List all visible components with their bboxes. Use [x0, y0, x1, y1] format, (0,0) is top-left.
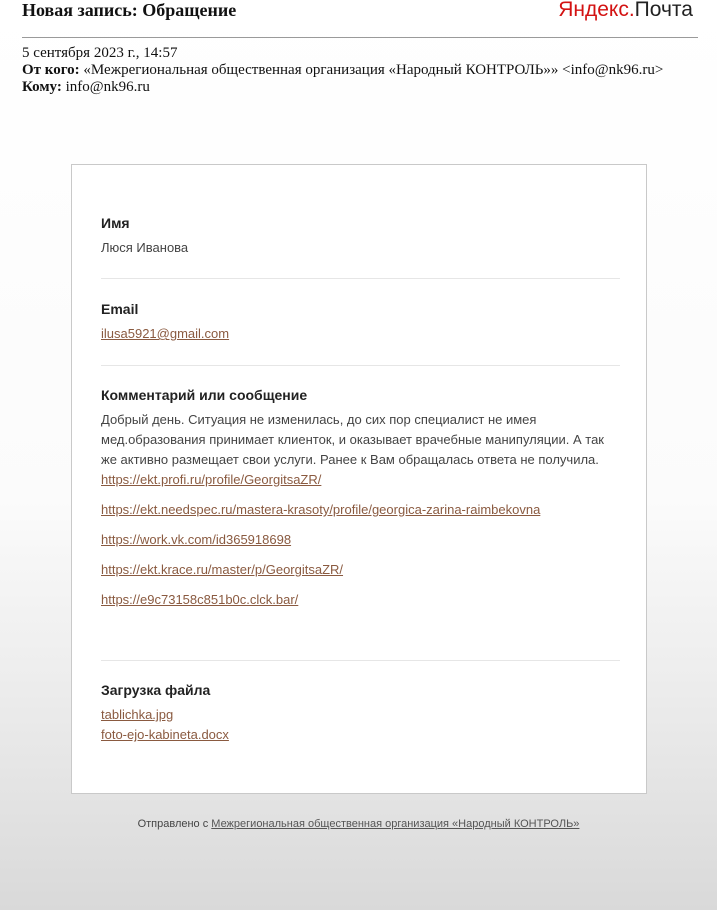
- comment-links: [101, 470, 621, 620]
- to-label: Кому:: [22, 79, 62, 95]
- footer: [0, 817, 717, 831]
- from-label: От кого:: [22, 62, 80, 78]
- to-value: info@nk96.ru: [65, 79, 150, 95]
- message-meta: [22, 45, 663, 96]
- message-to: [22, 79, 663, 96]
- comment-link[interactable]: https://ekt.krace.ru/master/p/GeorgitsaZR/: [101, 562, 344, 577]
- message-from: [22, 62, 663, 79]
- file-link[interactable]: tablichka.jpg: [101, 707, 174, 722]
- comment-label: Комментарий или сообщение: [101, 387, 308, 403]
- comment-text: Добрый день. Ситуация не изменилась, до сих пор специалист не имея мед.образования принимает клиенток, и оказывает врачебные манипуляции. А так же активно размещает свои услуги. Ранее к Вам обращалась ответа не получила.: [101, 412, 604, 467]
- divider: [101, 365, 620, 366]
- footer-org-link[interactable]: Межрегиональная общественная организация «Народный КОНТРОЛЬ»: [211, 818, 580, 830]
- comment-link[interactable]: https://ekt.profi.ru/profile/GeorgitsaZR/: [101, 472, 322, 487]
- logo-service: Почта: [634, 0, 693, 21]
- logo-brand: Яндекс: [558, 0, 629, 21]
- yandex-mail-logo[interactable]: [558, 0, 693, 22]
- email-label: Email: [101, 301, 139, 317]
- logo-dot: .: [628, 0, 635, 21]
- field-name: [101, 214, 621, 258]
- from-value: «Межрегиональная общественная организация «Народный КОНТРОЛЬ»» <info@nk96.ru>: [83, 62, 664, 78]
- field-email: [101, 300, 621, 344]
- file-link[interactable]: foto-ejo-kabineta.docx: [101, 727, 229, 742]
- comment-link[interactable]: https://work.vk.com/id365918698: [101, 532, 292, 547]
- header-divider: [22, 37, 698, 38]
- name-value: Люся Иванова: [101, 240, 189, 255]
- form-card: [71, 164, 647, 794]
- name-label: Имя: [101, 215, 130, 231]
- message-date: 5 сентября 2023 г., 14:57: [22, 45, 178, 61]
- comment-link[interactable]: https://e9c73158c851b0c.clck.bar/: [101, 592, 299, 607]
- mail-header: [0, 0, 717, 40]
- field-comment: [101, 386, 621, 620]
- field-files: [101, 681, 621, 745]
- email-link[interactable]: ilusa5921@gmail.com: [101, 326, 230, 341]
- message-subject: Новая запись: Обращение: [22, 0, 237, 20]
- footer-prefix: Отправлено с: [137, 818, 212, 830]
- divider: [101, 660, 620, 661]
- divider: [101, 278, 620, 279]
- files-label: Загрузка файла: [101, 682, 211, 698]
- comment-link[interactable]: https://ekt.needspec.ru/mastera-krasoty/profile/georgica-zarina-raimbekovna: [101, 502, 541, 517]
